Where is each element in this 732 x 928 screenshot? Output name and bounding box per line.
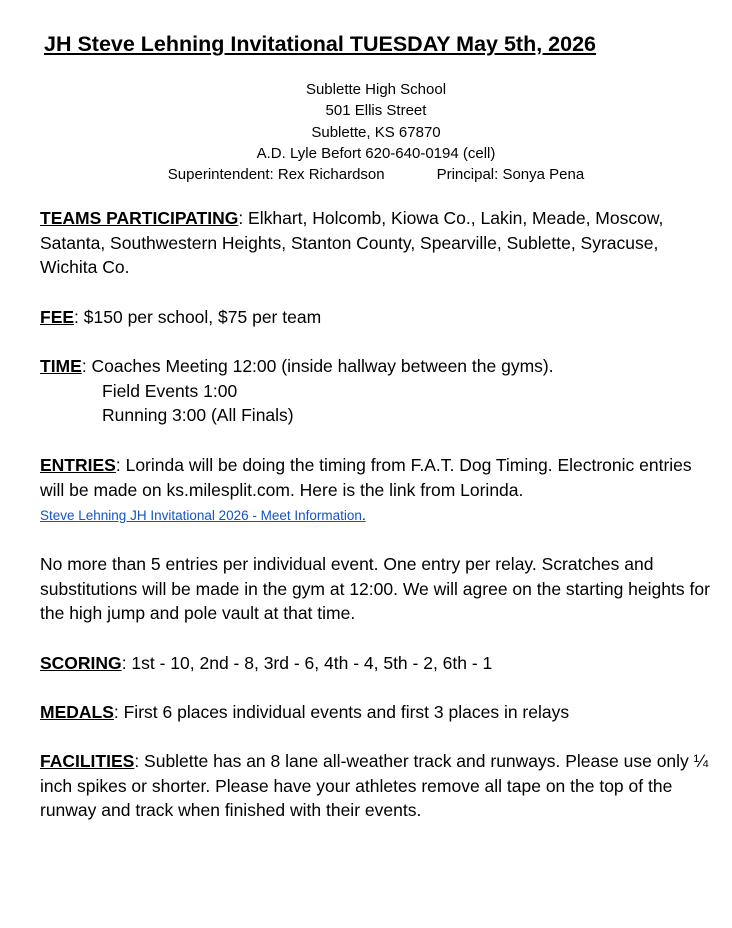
rules-text: No more than 5 entries per individual event. One entry per relay. Scratches and substitutions will be made in the gym at 12:00. We will agree on the starting heights for the high jump and pole vault at that time. (40, 554, 710, 624)
medals-text: : First 6 places individual events and first 3 places in relays (113, 702, 570, 722)
facilities-label: FACILITIES (40, 751, 135, 771)
school-address-block (0, 79, 732, 185)
link-suffix: . (361, 508, 366, 523)
school-name: Sublette High School (305, 81, 447, 98)
time-field-events: Field Events 1:00 (102, 380, 238, 401)
teams-text: : Elkhart, Holcomb, Kiowa Co., Lakin, Meade, Moscow, Satanta, Southwestern Heights, Stanton County, Spearville, Sublette, Syracuse, Wichita Co. (40, 208, 664, 278)
superintendent: Superintendent: Rex Richardson (167, 166, 385, 184)
teams-section (40, 206, 716, 280)
meet-information-link-line (40, 507, 366, 525)
scoring-text: : 1st - 10, 2nd - 8, 3rd - 6, 4th - 4, 5th - 2, 6th - 1 (121, 653, 493, 673)
athletic-director: A.D. Lyle Befort 620-640-0194 (cell) (256, 144, 496, 162)
staff-line (0, 164, 732, 185)
medals-section (40, 700, 716, 725)
school-city: Sublette, KS 67870 (311, 123, 441, 141)
time-text: : Coaches Meeting 12:00 (inside hallway between the gyms). (81, 356, 554, 376)
fee-label: FEE (40, 307, 75, 327)
time-section (40, 354, 716, 428)
time-label: TIME (40, 356, 82, 376)
facilities-section (40, 749, 716, 823)
teams-label: TEAMS PARTICIPATING (40, 208, 239, 228)
meet-information-link[interactable]: Steve Lehning JH Invitational 2026 - Meet Information (40, 508, 362, 523)
entries-label: ENTRIES (40, 455, 116, 475)
medals-label: MEDALS (40, 702, 114, 722)
rules-section (40, 552, 716, 626)
fee-section (40, 305, 716, 330)
school-street: 501 Ellis Street (325, 102, 427, 120)
entries-section (40, 453, 716, 502)
fee-text: : $150 per school, $75 per team (74, 307, 322, 327)
document-title: JH Steve Lehning Invitational TUESDAY May 5th, 2026 (44, 32, 596, 56)
time-running: Running 3:00 (All Finals) (102, 405, 294, 426)
principal: Principal: Sonya Pena (436, 166, 585, 184)
facilities-text: : Sublette has an 8 lane all-weather track and runways. Please use only ¼ inch spikes or shorter. Please have your athletes remove all tape on the top of the runway and track when finished with their events. (40, 751, 709, 821)
scoring-section (40, 651, 716, 676)
scoring-label: SCORING (40, 653, 122, 673)
entries-text: : Lorinda will be doing the timing from F.A.T. Dog Timing. Electronic entries will be made on ks.milesplit.com. Here is the link from Lorinda. (40, 455, 692, 500)
